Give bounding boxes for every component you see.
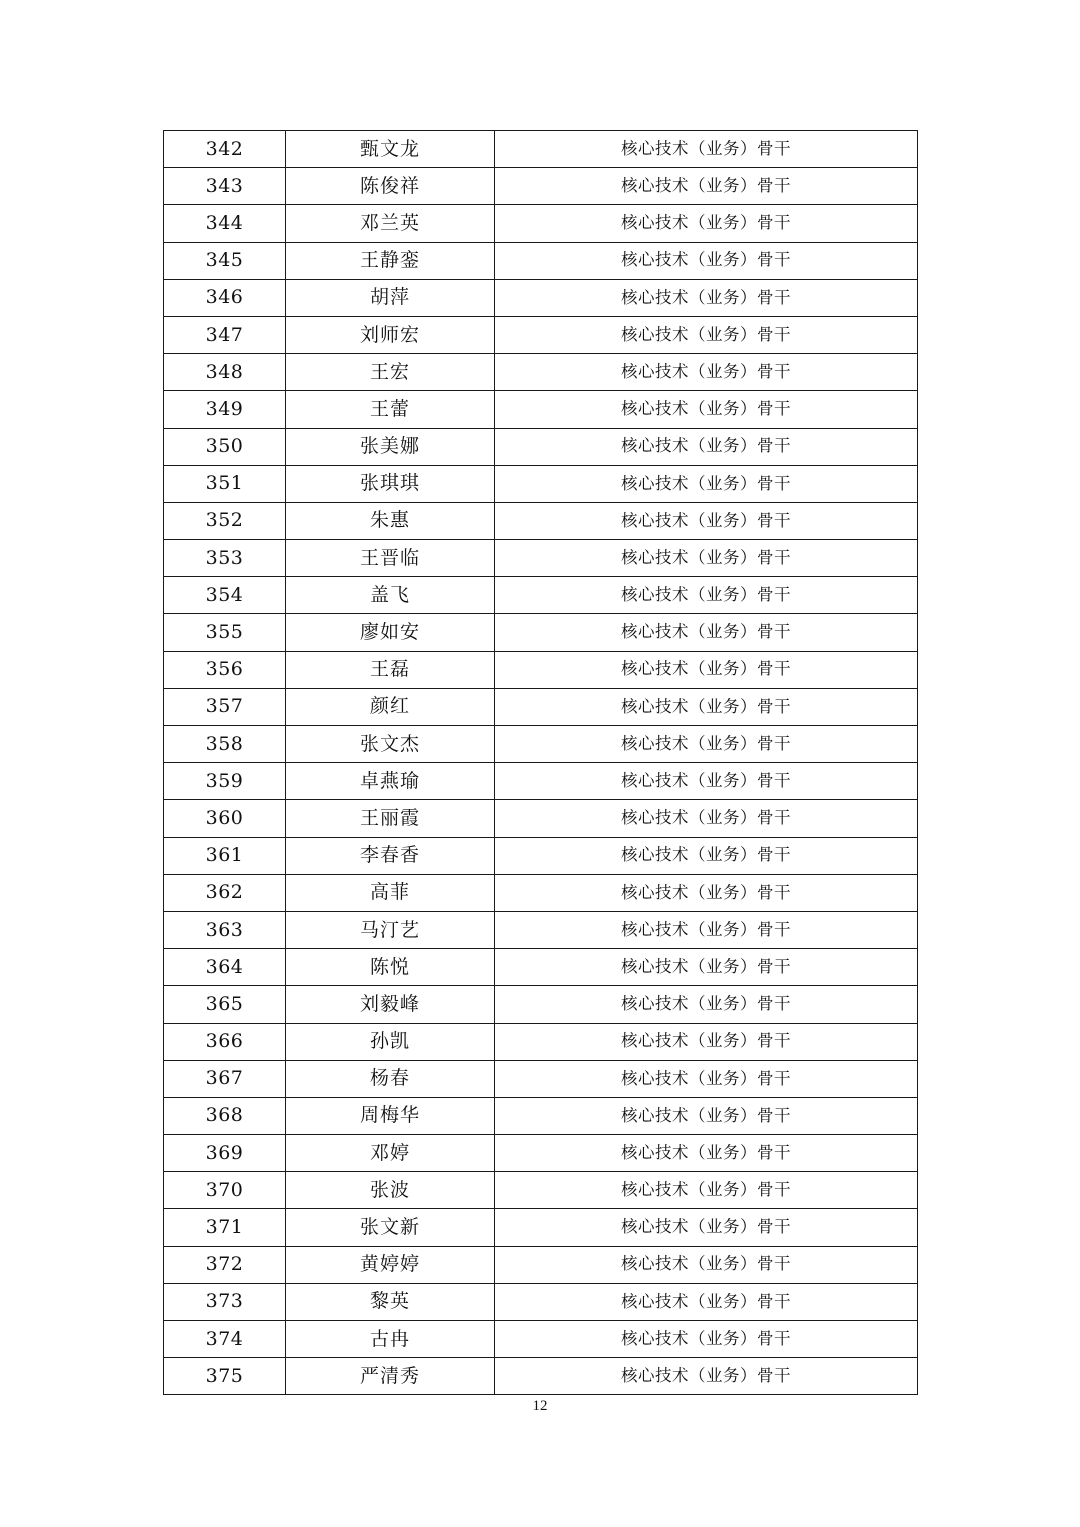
table-row [164,726,918,763]
category-cell: 核心技术（业务）骨干 [495,651,918,688]
row-number-cell: 354 [164,577,286,614]
person-name-cell: 张琪琪 [286,465,495,502]
table-row [164,651,918,688]
category-cell: 核心技术（业务）骨干 [495,354,918,391]
row-number-cell: 344 [164,205,286,242]
row-number-cell: 360 [164,800,286,837]
table-row [164,837,918,874]
table-row [164,316,918,353]
person-name-cell: 刘师宏 [286,316,495,353]
person-name-cell: 李春香 [286,837,495,874]
person-name-cell: 严清秀 [286,1358,495,1395]
category-cell: 核心技术（业务）骨干 [495,911,918,948]
person-name-cell: 王静銮 [286,242,495,279]
roster-table-body [164,131,918,1395]
person-name-cell: 马汀艺 [286,911,495,948]
table-row [164,1321,918,1358]
table-row [164,1060,918,1097]
row-number-cell: 373 [164,1283,286,1320]
category-cell: 核心技术（业务）骨干 [495,1097,918,1134]
person-name-cell: 刘毅峰 [286,986,495,1023]
row-number-cell: 372 [164,1246,286,1283]
row-number-cell: 374 [164,1321,286,1358]
row-number-cell: 361 [164,837,286,874]
person-name-cell: 张文杰 [286,726,495,763]
person-name-cell: 盖飞 [286,577,495,614]
row-number-cell: 351 [164,465,286,502]
row-number-cell: 343 [164,168,286,205]
roster-table [163,130,918,1395]
person-name-cell: 胡萍 [286,279,495,316]
person-name-cell: 廖如安 [286,614,495,651]
category-cell: 核心技术（业务）骨干 [495,131,918,168]
row-number-cell: 359 [164,763,286,800]
person-name-cell: 杨春 [286,1060,495,1097]
person-name-cell: 邓兰英 [286,205,495,242]
person-name-cell: 王晋临 [286,540,495,577]
table-row [164,688,918,725]
row-number-cell: 365 [164,986,286,1023]
category-cell: 核心技术（业务）骨干 [495,1060,918,1097]
person-name-cell: 邓婷 [286,1135,495,1172]
row-number-cell: 367 [164,1060,286,1097]
table-row [164,949,918,986]
category-cell: 核心技术（业务）骨干 [495,949,918,986]
person-name-cell: 古冉 [286,1321,495,1358]
person-name-cell: 王丽霞 [286,800,495,837]
row-number-cell: 353 [164,540,286,577]
table-row [164,763,918,800]
category-cell: 核心技术（业务）骨干 [495,242,918,279]
row-number-cell: 357 [164,688,286,725]
category-cell: 核心技术（业务）骨干 [495,205,918,242]
table-row [164,168,918,205]
row-number-cell: 352 [164,502,286,539]
table-row [164,1097,918,1134]
row-number-cell: 358 [164,726,286,763]
person-name-cell: 王磊 [286,651,495,688]
table-row [164,577,918,614]
person-name-cell: 王宏 [286,354,495,391]
category-cell: 核心技术（业务）骨干 [495,316,918,353]
table-row [164,1023,918,1060]
row-number-cell: 364 [164,949,286,986]
category-cell: 核心技术（业务）骨干 [495,837,918,874]
table-row [164,242,918,279]
table-row [164,205,918,242]
person-name-cell: 张美娜 [286,428,495,465]
category-cell: 核心技术（业务）骨干 [495,1246,918,1283]
row-number-cell: 342 [164,131,286,168]
row-number-cell: 356 [164,651,286,688]
table-row [164,502,918,539]
category-cell: 核心技术（业务）骨干 [495,428,918,465]
category-cell: 核心技术（业务）骨干 [495,1358,918,1395]
row-number-cell: 368 [164,1097,286,1134]
row-number-cell: 345 [164,242,286,279]
table-row [164,1283,918,1320]
person-name-cell: 黎英 [286,1283,495,1320]
person-name-cell: 陈俊祥 [286,168,495,205]
category-cell: 核心技术（业务）骨干 [495,577,918,614]
person-name-cell: 黄婷婷 [286,1246,495,1283]
table-row [164,911,918,948]
table-row [164,614,918,651]
row-number-cell: 370 [164,1172,286,1209]
row-number-cell: 362 [164,874,286,911]
table-row [164,1209,918,1246]
person-name-cell: 陈悦 [286,949,495,986]
table-row [164,279,918,316]
category-cell: 核心技术（业务）骨干 [495,614,918,651]
table-row [164,1246,918,1283]
category-cell: 核心技术（业务）骨干 [495,168,918,205]
row-number-cell: 371 [164,1209,286,1246]
category-cell: 核心技术（业务）骨干 [495,1172,918,1209]
row-number-cell: 346 [164,279,286,316]
row-number-cell: 366 [164,1023,286,1060]
page-number: 12 [532,1398,548,1414]
category-cell: 核心技术（业务）骨干 [495,465,918,502]
table-row [164,540,918,577]
table-row [164,1135,918,1172]
row-number-cell: 350 [164,428,286,465]
category-cell: 核心技术（业务）骨干 [495,800,918,837]
person-name-cell: 颜红 [286,688,495,725]
category-cell: 核心技术（业务）骨干 [495,279,918,316]
category-cell: 核心技术（业务）骨干 [495,874,918,911]
category-cell: 核心技术（业务）骨干 [495,391,918,428]
table-row [164,131,918,168]
table-row [164,354,918,391]
category-cell: 核心技术（业务）骨干 [495,1209,918,1246]
category-cell: 核心技术（业务）骨干 [495,1283,918,1320]
row-number-cell: 355 [164,614,286,651]
table-row [164,1172,918,1209]
row-number-cell: 369 [164,1135,286,1172]
category-cell: 核心技术（业务）骨干 [495,1023,918,1060]
person-name-cell: 朱惠 [286,502,495,539]
table-row [164,428,918,465]
table-row [164,874,918,911]
category-cell: 核心技术（业务）骨干 [495,1135,918,1172]
table-row [164,1358,918,1395]
row-number-cell: 363 [164,911,286,948]
person-name-cell: 卓燕瑜 [286,763,495,800]
table-row [164,391,918,428]
person-name-cell: 高菲 [286,874,495,911]
row-number-cell: 375 [164,1358,286,1395]
person-name-cell: 王蕾 [286,391,495,428]
category-cell: 核心技术（业务）骨干 [495,763,918,800]
category-cell: 核心技术（业务）骨干 [495,688,918,725]
row-number-cell: 349 [164,391,286,428]
row-number-cell: 348 [164,354,286,391]
table-row [164,986,918,1023]
category-cell: 核心技术（业务）骨干 [495,540,918,577]
category-cell: 核心技术（业务）骨干 [495,502,918,539]
person-name-cell: 孙凯 [286,1023,495,1060]
person-name-cell: 周梅华 [286,1097,495,1134]
category-cell: 核心技术（业务）骨干 [495,726,918,763]
category-cell: 核心技术（业务）骨干 [495,986,918,1023]
table-row [164,800,918,837]
person-name-cell: 甄文龙 [286,131,495,168]
category-cell: 核心技术（业务）骨干 [495,1321,918,1358]
person-name-cell: 张波 [286,1172,495,1209]
person-name-cell: 张文新 [286,1209,495,1246]
table-row [164,465,918,502]
row-number-cell: 347 [164,316,286,353]
